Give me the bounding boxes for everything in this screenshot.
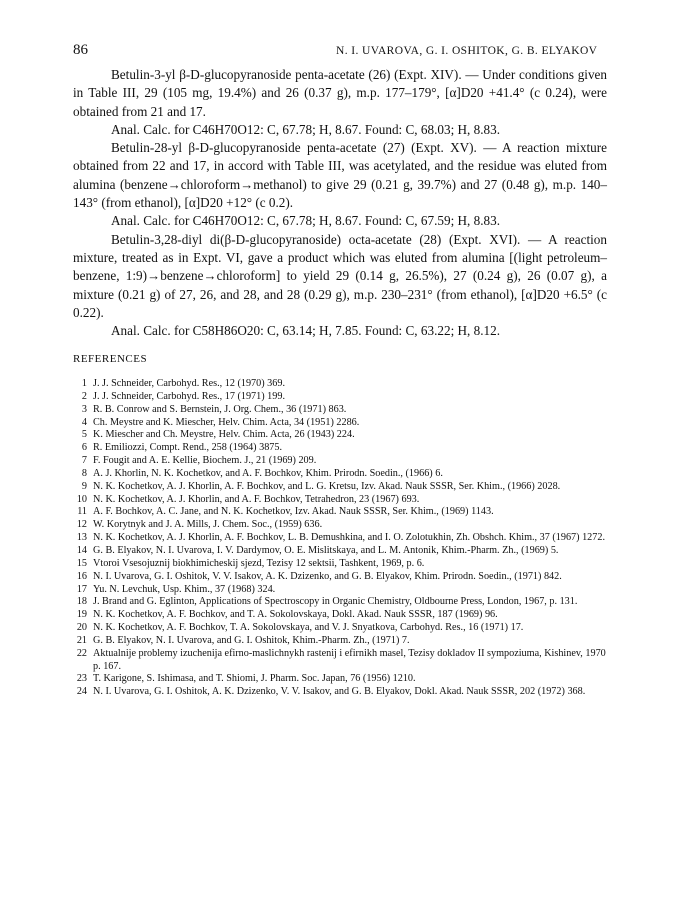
reference-text: N. K. Kochetkov, A. J. Khorlin, and A. F. Bochkov, Tetrahedron, 23 (1967) 693. xyxy=(93,493,420,505)
reference-item xyxy=(73,481,607,494)
reference-text: Aktualnije problemy izuchenija efirno-maslichnykh rastenij i efirnikh masel, Tezisy dokladov II sympoziuma, Kishinev, 1970 p. 167. xyxy=(93,647,606,672)
reference-number: 17 xyxy=(76,583,87,595)
reference-number: 21 xyxy=(76,634,87,646)
reference-text: G. B. Elyakov, N. I. Uvarova, and G. I. Oshitok, Khim.-Pharm. Zh., (1971) 7. xyxy=(93,634,410,646)
reference-text: K. Miescher and Ch. Meystre, Helv. Chim. Acta, 26 (1943) 224. xyxy=(93,429,355,441)
reference-number: 13 xyxy=(76,532,87,544)
paragraph-anal-28: Anal. Calc. for C58H86O20: C, 63.14; H, 7.85. Found: C, 63.22; H, 8.12. xyxy=(111,323,501,339)
reference-text: R. Emiliozzi, Compt. Rend., 258 (1964) 3875. xyxy=(93,442,283,454)
reference-item xyxy=(73,648,607,674)
reference-item xyxy=(73,429,607,442)
paragraph-anal-26: Anal. Calc. for C46H70O12: C, 67.78; H, 8.67. Found: C, 68.03; H, 8.83. xyxy=(111,121,501,137)
reference-number: 22 xyxy=(76,647,87,659)
reference-item xyxy=(73,404,607,417)
reference-text: G. B. Elyakov, N. I. Uvarova, I. V. Dardymov, O. E. Mislitskaya, and L. M. Antonik, Khim.-Pharm. Zh., (1969) 5. xyxy=(93,544,559,556)
reference-number: 3 xyxy=(81,403,87,415)
reference-text: Vtoroi Vsesojuznij biokhimicheskij sjezd, Tezisy 12 sektsii, Tashkent, 1969, p. 6. xyxy=(93,557,425,569)
reference-text: J. J. Schneider, Carbohyd. Res., 17 (1971) 199. xyxy=(93,390,286,402)
page-number: 86 xyxy=(73,42,88,58)
reference-number: 14 xyxy=(76,544,87,556)
reference-text: N. K. Kochetkov, A. J. Khorlin, A. F. Bochkov, L. B. Demushkina, and I. O. Zolotukhin, Zh. Obshch. Khim., 37 (1967) 1272. xyxy=(93,532,606,544)
reference-number: 20 xyxy=(76,622,87,634)
reference-text: J. Brand and G. Eglinton, Applications of Spectroscopy in Organic Chemistry, Oldbourne Press, London, 1967, p. 131. xyxy=(93,596,578,608)
reference-number: 6 xyxy=(81,442,87,454)
reference-text: N. I. Uvarova, G. I. Oshitok, A. K. Dzizenko, V. V. Isakov, and G. B. Elyakov, Dokl. Akad. Nauk SSSR, 202 (1972) 368. xyxy=(93,686,586,698)
reference-item xyxy=(73,686,607,699)
reference-text: J. J. Schneider, Carbohyd. Res., 12 (1970) 369. xyxy=(93,378,286,389)
reference-text: W. Korytnyk and J. A. Mills, J. Chem. Soc., (1959) 636. xyxy=(93,519,323,531)
reference-text: N. K. Kochetkov, A. F. Bochkov, T. A. Sokolovskaya, and V. J. Snyatkova, Carbohyd. Res., 16 (1971) 17. xyxy=(93,622,524,634)
reference-number: 8 xyxy=(81,467,87,479)
reference-number: 18 xyxy=(76,596,87,608)
reference-item xyxy=(73,532,607,545)
reference-number: 7 xyxy=(81,455,87,467)
reference-item xyxy=(73,494,607,507)
paragraph-expt-xiv: Betulin-3-yl β-D-glucopyranoside penta-acetate (26) (Expt. XIV). — Under conditions given in Table III, 29 (105 mg, 19.4%) and 26 (0.37 g), m.p. 177–179°, [α]D20 +41.4° (c 0.24), were obtained from 21 and 17. xyxy=(73,67,607,119)
reference-item xyxy=(73,609,607,622)
reference-item xyxy=(73,442,607,455)
paragraph-expt-xv: Betulin-28-yl β-D-glucopyranoside penta-acetate (27) (Expt. XV). — A reaction mixture obtained from 22 and 17, in accord with Table III, was acetylated, and the residue was eluted from alumina (benzene→chloroform→methanol) to give 29 (0.21 g, 39.7%) and 27 (0.48 g), m.p. 140–143° (from ethanol), [α]D20 +12° (c 0.2). xyxy=(73,140,607,211)
reference-number: 19 xyxy=(76,609,87,621)
reference-item xyxy=(73,558,607,571)
reference-number: 10 xyxy=(76,493,87,505)
reference-number: 24 xyxy=(76,686,87,698)
reference-number: 2 xyxy=(81,390,87,402)
reference-text: F. Fougit and A. E. Kellie, Biochem. J., 21 (1969) 209. xyxy=(93,455,317,467)
reference-number: 9 xyxy=(81,480,87,492)
reference-number: 23 xyxy=(76,673,87,685)
reference-text: Yu. N. Levchuk, Usp. Khim., 37 (1968) 324. xyxy=(93,583,276,595)
reference-text: N. I. Uvarova, G. I. Oshitok, V. V. Isakov, A. K. Dzizenko, and G. B. Elyakov, Khim. Prirodn. Soedin., (1971) 842. xyxy=(93,570,562,582)
reference-text: N. K. Kochetkov, A. J. Khorlin, A. F. Bochkov, and L. G. Kretsu, Izv. Akad. Nauk SSSR, Ser. Khim., (1966) 2028. xyxy=(93,480,561,492)
reference-number: 12 xyxy=(76,519,87,531)
reference-number: 1 xyxy=(81,378,87,389)
running-title: N. I. UVAROVA, G. I. OSHITOK, G. B. ELYAKOV xyxy=(336,45,598,57)
reference-item xyxy=(73,596,607,609)
reference-item xyxy=(73,622,607,635)
reference-item xyxy=(73,506,607,519)
reference-number: 15 xyxy=(76,557,87,569)
reference-text: A. F. Bochkov, A. C. Jane, and N. K. Kochetkov, Izv. Akad. Nauk SSSR, Ser. Khim., (1969) 1143. xyxy=(93,506,494,518)
reference-text: T. Karigone, S. Ishimasa, and T. Shiomi, J. Pharm. Soc. Japan, 76 (1956) 1210. xyxy=(93,673,416,685)
reference-number: 4 xyxy=(81,416,87,428)
reference-text: Ch. Meystre and K. Miescher, Helv. Chim. Acta, 34 (1951) 2286. xyxy=(93,416,360,428)
reference-text: A. J. Khorlin, N. K. Kochetkov, and A. F. Bochkov, Khim. Prirodn. Soedin., (1966) 6. xyxy=(93,467,443,479)
reference-text: N. K. Kochetkov, A. F. Bochkov, and T. A. Sokolovskaya, Dokl. Akad. Nauk SSSR, 187 (1969) 96. xyxy=(93,609,498,621)
references-heading: REFERENCES xyxy=(73,353,148,365)
reference-item xyxy=(73,391,607,404)
paragraph-expt-xvi: Betulin-3,28-diyl di(β-D-glucopyranoside) octa-acetate (28) (Expt. XVI). — A reaction mixture, treated as in Expt. VI, gave a product which was eluted from alumina [(light petroleum–benzene, 1:9)→benzene→chloroform] to yield 29 (0.14 g, 26.5%), 27 (0.24 g), 26 (0.07 g), a mixture (0.21 g) of 27, 26, and 28, and 28 (0.29 g), m.p. 230–231° (from ethanol), [α]D20 +6.5° (c 0.22). xyxy=(73,231,607,320)
reference-item xyxy=(73,635,607,648)
reference-item xyxy=(73,455,607,468)
reference-number: 11 xyxy=(77,506,87,518)
paragraph-anal-27: Anal. Calc. for C46H70O12: C, 67.78; H, 8.67. Found: C, 67.59; H, 8.83. xyxy=(111,213,501,229)
experimental-section xyxy=(73,66,607,340)
reference-item xyxy=(73,378,607,391)
reference-text: R. B. Conrow and S. Bernstein, J. Org. Chem., 36 (1971) 863. xyxy=(93,403,347,415)
reference-item xyxy=(73,571,607,584)
reference-item xyxy=(73,584,607,597)
reference-item xyxy=(73,673,607,686)
reference-item xyxy=(73,468,607,481)
reference-item xyxy=(73,519,607,532)
reference-number: 16 xyxy=(76,570,87,582)
reference-item xyxy=(73,545,607,558)
reference-item xyxy=(73,417,607,430)
reference-number: 5 xyxy=(81,429,87,441)
references-list xyxy=(73,378,607,699)
